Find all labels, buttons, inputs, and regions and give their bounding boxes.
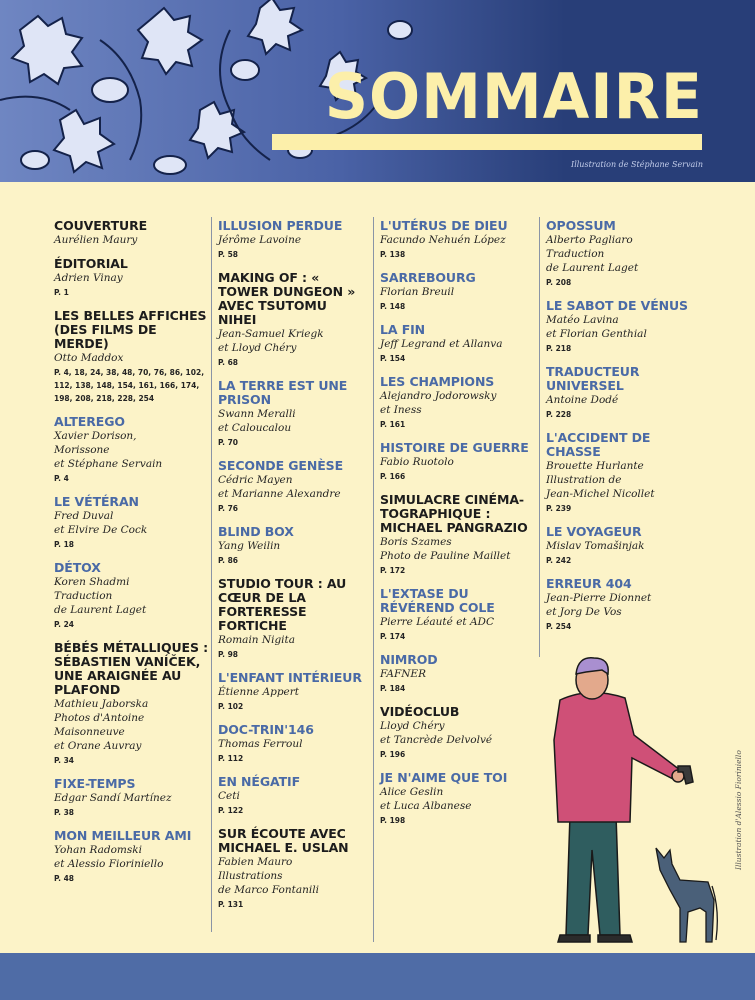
toc-entry-author: Adrien Vinay <box>54 272 123 284</box>
toc-entry-author: Yang Weilin <box>218 540 281 552</box>
toc-entry-author: Mathieu Jaborska <box>54 698 149 710</box>
toc-entry[interactable] <box>380 441 540 483</box>
toc-entry-page: P. 198 <box>380 816 406 825</box>
toc-entry-author: Romain Nigita <box>218 634 296 646</box>
toc-entry-author: et Orane Auvray <box>54 740 142 752</box>
toc-entry-page: P. 58 <box>218 250 239 259</box>
toc-entry-author: Étienne Appert <box>218 686 300 698</box>
toc-entry-title: LES CHAMPIONS <box>380 374 495 389</box>
toc-entry-page: P. 112 <box>218 754 244 763</box>
toc-entry-title: SIMULACRE CINÉMA-TOGRAPHIQUE : MICHAEL PANGRAZIO <box>380 492 528 535</box>
toc-entry-author: et Luca Albanese <box>380 800 472 812</box>
toc-entry-author: et Iness <box>380 404 422 416</box>
toc-entry[interactable] <box>218 379 368 449</box>
toc-entry-page: P. 131 <box>218 900 244 909</box>
toc-entry-title: STUDIO TOUR : AU CŒUR DE LA FORTERESSE FORTICHE <box>218 576 347 633</box>
toc-entry-title: LES BELLES AFFICHES (DES FILMS DE MERDE) <box>54 308 207 351</box>
toc-entry-title: L'EXTASE DU RÉVÉREND COLE <box>380 586 495 615</box>
toc-entry[interactable] <box>54 777 214 819</box>
toc-entry-title: BLIND BOX <box>218 524 294 539</box>
toc-entry-author: Fabio Ruotolo <box>380 456 454 468</box>
toc-entry[interactable] <box>380 705 540 761</box>
toc-entry[interactable] <box>218 525 368 567</box>
toc-entry-author: de Marco Fontanili <box>218 884 319 896</box>
toc-entry-author: et Lloyd Chéry <box>218 342 297 354</box>
header-banner <box>0 0 755 182</box>
toc-entry[interactable] <box>380 653 540 695</box>
toc-entry-page: P. 196 <box>380 750 406 759</box>
toc-entry-author: Traduction <box>546 248 605 260</box>
toc-entry-title: SECONDE GENÈSE <box>218 458 344 473</box>
toc-entry-page: P. 34 <box>54 756 75 765</box>
toc-entry[interactable] <box>218 577 368 661</box>
toc-entry-page: P. 4, 18, 24, 38, 48, 70, 76, 86, 102, 112, 138, 148, 154, 161, 166, 174, 198, 208, 218, 228, 254 <box>54 368 205 403</box>
toc-entry-author: et Tancrède Delvolvé <box>380 734 493 746</box>
toc-entry[interactable] <box>380 323 540 365</box>
column-divider <box>373 217 374 942</box>
toc-entry[interactable] <box>54 829 214 885</box>
toc-entry-page: P. 208 <box>546 278 572 287</box>
toc-entry-author: Antoine Dodé <box>546 394 619 406</box>
toc-entry-author: FAFNER <box>380 668 426 680</box>
toc-entry-title: LE VOYAGEUR <box>546 524 642 539</box>
toc-entry-author: Alberto Pagliaro <box>546 234 633 246</box>
side-illustration-credit: Illustration d'Alessio Fioriniello <box>734 750 743 870</box>
man-with-dog-illustration <box>530 650 720 950</box>
toc-entry-author: et Jorg De Vos <box>546 606 622 618</box>
toc-entry-page: P. 239 <box>546 504 572 513</box>
toc-entry-title: NIMROD <box>380 652 438 667</box>
toc-entry-title: LA TERRE EST UNE PRISON <box>218 378 348 407</box>
toc-entry-author: Jérôme Lavoine <box>218 234 302 246</box>
toc-entry-author: Lloyd Chéry <box>380 720 445 732</box>
toc-entry-author: Traduction <box>54 590 113 602</box>
toc-entry[interactable] <box>380 493 540 577</box>
toc-entry-author: et Alessio Fioriniello <box>54 858 164 870</box>
toc-entry-author: et Stéphane Servain <box>54 458 163 470</box>
toc-entry[interactable] <box>546 577 706 633</box>
toc-entry-author: Swann Meralli <box>218 408 296 420</box>
toc-entry-author: Alejandro Jodorowsky <box>380 390 497 402</box>
toc-entry-page: P. 161 <box>380 420 406 429</box>
toc-entry[interactable] <box>380 271 540 313</box>
footer-band <box>0 953 755 1000</box>
toc-entry-author: Xavier Dorison, <box>54 430 137 442</box>
toc-entry-page: P. 122 <box>218 806 244 815</box>
toc-entry-title: ALTEREGO <box>54 414 125 429</box>
toc-entry[interactable] <box>218 723 368 765</box>
toc-entry-page: P. 24 <box>54 620 75 629</box>
toc-column-1 <box>54 219 214 895</box>
toc-entry-page: P. 148 <box>380 302 406 311</box>
toc-entry-author: Pierre Léauté et ADC <box>380 616 495 628</box>
toc-entry[interactable] <box>54 309 214 405</box>
toc-entry-author: Matéo Lavina <box>546 314 619 326</box>
toc-entry-title: ÉDITORIAL <box>54 256 128 271</box>
toc-entry-author: Otto Maddox <box>54 352 124 364</box>
toc-entry-page: P. 86 <box>218 556 239 565</box>
toc-entry-page: P. 4 <box>54 474 69 483</box>
toc-column-3 <box>380 219 540 837</box>
toc-entry-page: P. 228 <box>546 410 572 419</box>
toc-entry-author: et Marianne Alexandre <box>218 488 341 500</box>
toc-entry-title: LE VÉTÉRAN <box>54 494 139 509</box>
toc-entry[interactable] <box>218 219 368 261</box>
toc-entry-page: P. 76 <box>218 504 239 513</box>
toc-entry-title: VIDÉOCLUB <box>380 704 460 719</box>
toc-entry[interactable] <box>54 219 214 247</box>
toc-entry-title: L'UTÉRUS DE DIEU <box>380 218 508 233</box>
toc-entry-author: et Caloucalou <box>218 422 292 434</box>
toc-entry[interactable] <box>546 219 706 289</box>
toc-entry[interactable] <box>380 219 540 261</box>
toc-entry-author: Thomas Ferroul <box>218 738 303 750</box>
toc-entry-title: L'ACCIDENT DE CHASSE <box>546 430 651 459</box>
toc-entry-author: et Florian Genthial <box>546 328 647 340</box>
toc-entry-title: FIXE-TEMPS <box>54 776 136 791</box>
toc-entry-title: HISTOIRE DE GUERRE <box>380 440 529 455</box>
toc-entry-author: Boris Szames <box>380 536 452 548</box>
toc-entry-title: OPOSSUM <box>546 218 616 233</box>
toc-entry[interactable] <box>380 771 540 827</box>
toc-entry-author: Jean-Michel Nicollet <box>546 488 655 500</box>
toc-entry[interactable] <box>546 299 706 355</box>
toc-entry-author: Koren Shadmi <box>54 576 130 588</box>
toc-entry-author: Fabien Mauro <box>218 856 293 868</box>
toc-entry-title: DOC-TRIN'146 <box>218 722 314 737</box>
toc-entry-author: Jean-Pierre Dionnet <box>546 592 652 604</box>
toc-entry-page: P. 174 <box>380 632 406 641</box>
toc-column-4 <box>546 219 706 643</box>
toc-entry[interactable] <box>54 641 214 767</box>
toc-entry-author: Alice Geslin <box>380 786 444 798</box>
toc-entry[interactable] <box>54 561 214 631</box>
toc-entry[interactable] <box>546 525 706 567</box>
toc-entry-title: ILLUSION PERDUE <box>218 218 343 233</box>
toc-entry-title: EN NÉGATIF <box>218 774 301 789</box>
toc-entry-page: P. 102 <box>218 702 244 711</box>
toc-entry[interactable] <box>546 431 706 515</box>
toc-entry-author: de Laurent Laget <box>54 604 147 616</box>
toc-entry-page: P. 68 <box>218 358 239 367</box>
toc-entry-title: JE N'AIME QUE TOI <box>380 770 508 785</box>
toc-entry-author: Morissone <box>54 444 110 456</box>
toc-entry-page: P. 38 <box>54 808 75 817</box>
toc-entry-author: Florian Breuil <box>380 286 455 298</box>
page-title: SOMMAIRE <box>324 60 703 133</box>
toc-entry-author: Illustrations <box>218 870 283 882</box>
toc-entry-author: Photo de Pauline Maillet <box>380 550 511 562</box>
toc-entry-author: de Laurent Laget <box>546 262 639 274</box>
toc-entry-title: ERREUR 404 <box>546 576 632 591</box>
toc-entry[interactable] <box>218 271 368 369</box>
toc-entry[interactable] <box>218 775 368 817</box>
toc-entry-title: LA FIN <box>380 322 426 337</box>
title-underline-bar <box>272 134 702 150</box>
toc-entry-page: P. 1 <box>54 288 69 297</box>
toc-entry[interactable] <box>54 415 214 485</box>
toc-entry[interactable] <box>380 375 540 431</box>
toc-entry-author: Yohan Radomski <box>54 844 142 856</box>
toc-entry[interactable] <box>218 459 368 515</box>
toc-entry-author: Fred Duval <box>54 510 114 522</box>
toc-entry-page: P. 172 <box>380 566 406 575</box>
toc-entry-title: LE SABOT DE VÉNUS <box>546 298 688 313</box>
toc-entry-author: Brouette Hurlante <box>546 460 644 472</box>
toc-entry-title: DÉTOX <box>54 560 101 575</box>
toc-entry-title: COUVERTURE <box>54 218 148 233</box>
toc-entry-author: et Elvire De Cock <box>54 524 148 536</box>
toc-entry-title: TRADUCTEUR UNIVERSEL <box>546 364 640 393</box>
toc-entry-page: P. 70 <box>218 438 239 447</box>
toc-column-2 <box>218 219 368 921</box>
toc-entry-author: Facundo Nehuén López <box>380 234 506 246</box>
toc-entry[interactable] <box>546 365 706 421</box>
toc-entry-page: P. 98 <box>218 650 239 659</box>
toc-entry-title: SARREBOURG <box>380 270 476 285</box>
toc-entry-author: Jean-Samuel Kriegk <box>218 328 324 340</box>
toc-entry-author: Illustration de <box>546 474 622 486</box>
toc-entry[interactable] <box>380 587 540 643</box>
toc-entry[interactable] <box>54 257 214 299</box>
toc-entry-page: P. 242 <box>546 556 572 565</box>
toc-entry-title: BÉBÉS MÉTALLIQUES : SÉBASTIEN VANÍČEK, UNE ARAIGNÉE AU PLAFOND <box>54 640 209 697</box>
toc-entry[interactable] <box>218 671 368 713</box>
toc-entry-author: Mislav Tomašinjak <box>546 540 645 552</box>
toc-entry-author: Ceti <box>218 790 240 802</box>
toc-entry-author: Maisonneuve <box>54 726 125 738</box>
toc-entry-author: Jeff Legrand et Allanva <box>380 338 503 350</box>
toc-entry-page: P. 18 <box>54 540 75 549</box>
toc-entry-title: SUR ÉCOUTE AVEC MICHAEL E. USLAN <box>218 826 349 855</box>
toc-entry-author: Aurélien Maury <box>54 234 138 246</box>
toc-entry-page: P. 138 <box>380 250 406 259</box>
toc-entry-author: Edgar Sandí Martínez <box>54 792 172 804</box>
toc-entry-page: P. 184 <box>380 684 406 693</box>
toc-entry-title: MAKING OF : « TOWER DUNGEON » AVEC TSUTOMU NIHEI <box>218 270 356 327</box>
header-illustration-credit: Illustration de Stéphane Servain <box>571 160 703 169</box>
toc-entry-page: P. 166 <box>380 472 406 481</box>
toc-entry[interactable] <box>218 827 368 911</box>
toc-entry-page: P. 218 <box>546 344 572 353</box>
toc-entry-author: Photos d'Antoine <box>54 712 145 724</box>
toc-entry-page: P. 254 <box>546 622 572 631</box>
toc-entry-page: P. 154 <box>380 354 406 363</box>
toc-entry-page: P. 48 <box>54 874 75 883</box>
toc-entry-title: L'ENFANT INTÉRIEUR <box>218 670 362 685</box>
toc-entry-author: Cédric Mayen <box>218 474 293 486</box>
toc-entry[interactable] <box>54 495 214 551</box>
toc-entry-title: MON MEILLEUR AMI <box>54 828 192 843</box>
